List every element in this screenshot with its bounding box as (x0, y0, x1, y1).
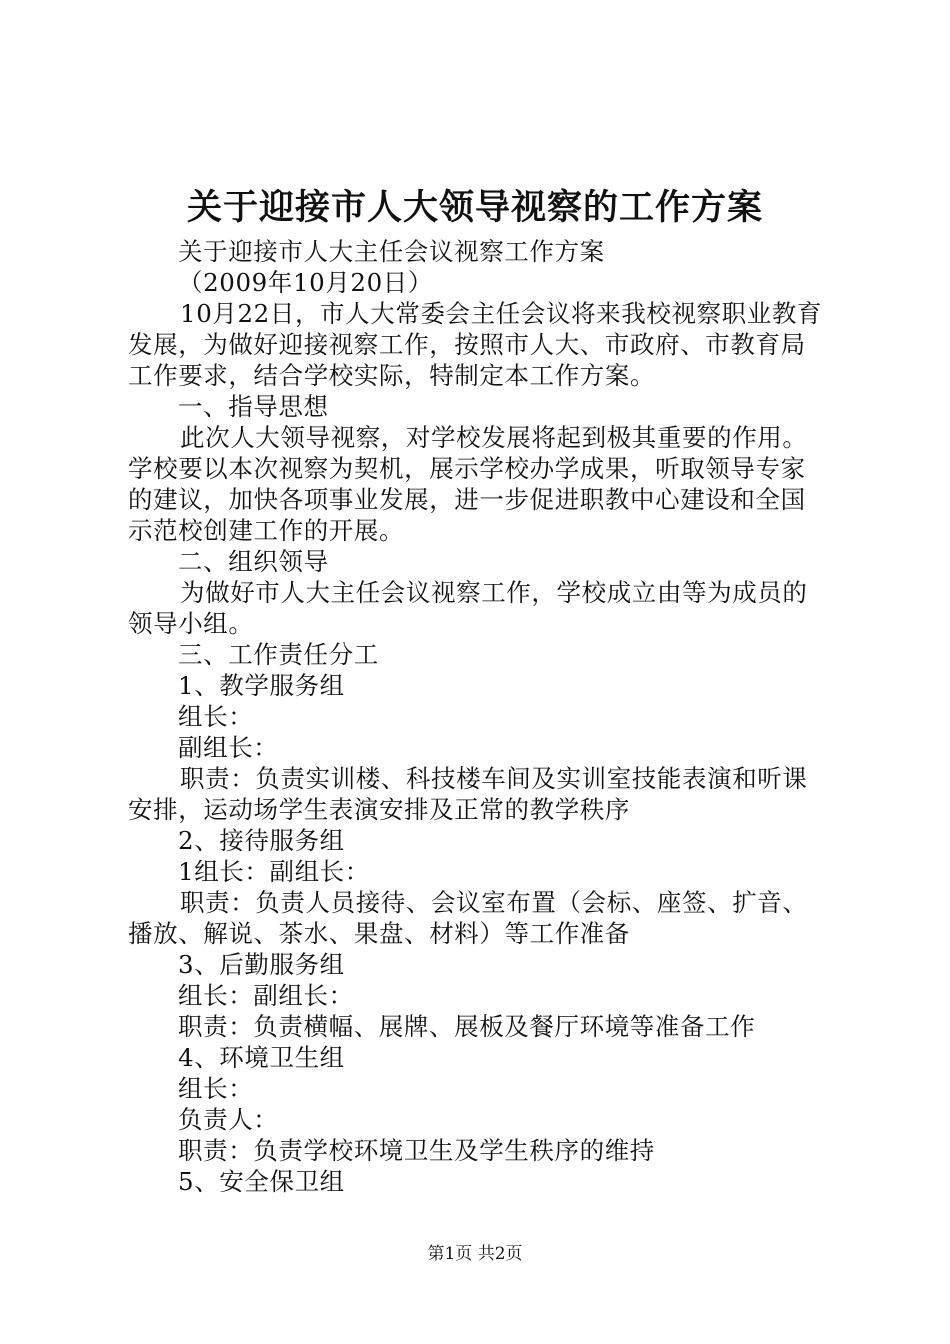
group2-duty-line-1: 职责：负责人员接待、会议室布置（会标、座签、扩音、 (180, 888, 808, 917)
section1-line-3: 的建议，加快各项事业发展，进一步促进职教中心建设和全国 (128, 485, 806, 514)
group2-name: 2、接待服务组 (178, 826, 345, 855)
section-heading-responsibilities: 三、工作责任分工 (178, 640, 379, 669)
page-footer: 第1页 共2页 (427, 1244, 523, 1264)
document-title: 关于迎接市人大领导视察的工作方案 (186, 187, 763, 228)
section1-line-4: 示范校创建工作的开展。 (128, 516, 405, 545)
intro-line-2: 发展，为做好迎接视察工作，按照市人大、市政府、市教育局 (128, 330, 806, 359)
group3-name: 3、后勤服务组 (178, 950, 345, 979)
section1-line-1: 此次人大领导视察，对学校发展将起到极其重要的作用。 (180, 423, 808, 452)
group4-duty: 职责：负责学校环境卫生及学生秩序的维持 (178, 1136, 655, 1165)
document-subtitle: 关于迎接市人大主任会议视察工作方案 (178, 237, 605, 266)
intro-line-3: 工作要求，结合学校实际，特制定本工作方案。 (128, 361, 656, 390)
section2-line-1: 为做好市人大主任会议视察工作，学校成立由等为成员的 (180, 578, 808, 607)
document-body (128, 236, 832, 1197)
group1-duty-line-1: 职责：负责实训楼、科技楼车间及实训室技能表演和听课 (180, 764, 808, 793)
group1-leader: 组长： (178, 702, 254, 731)
group1-deputy: 副组长： (178, 733, 279, 762)
group2-leaders: 1组长：副组长： (178, 857, 370, 886)
group1-name: 1、教学服务组 (178, 671, 345, 700)
group4-responsible: 负责人： (178, 1105, 279, 1134)
section-heading-organization: 二、组织领导 (178, 547, 329, 576)
group4-leader: 组长： (178, 1074, 254, 1103)
group2-duty-line-2: 播放、解说、茶水、果盘、材料）等工作准备 (128, 919, 630, 948)
document-date: （2009年10月20日） (178, 268, 434, 297)
group1-duty-line-2: 安排，运动场学生表演安排及正常的教学秩序 (128, 795, 630, 824)
section1-line-2: 学校要以本次视察为契机，展示学校办学成果，听取领导专家 (128, 454, 806, 483)
section-heading-guiding-thought: 一、指导思想 (178, 392, 329, 421)
group4-name: 4、环境卫生组 (178, 1043, 345, 1072)
group3-leaders: 组长：副组长： (178, 981, 354, 1010)
group3-duty: 职责：负责横幅、展牌、展板及餐厅环境等准备工作 (178, 1012, 756, 1041)
section2-line-2: 领导小组。 (128, 609, 254, 638)
group5-name: 5、安全保卫组 (178, 1167, 345, 1196)
intro-line-1: 10月22日，市人大常委会主任会议将来我校视察职业教育 (180, 299, 823, 328)
